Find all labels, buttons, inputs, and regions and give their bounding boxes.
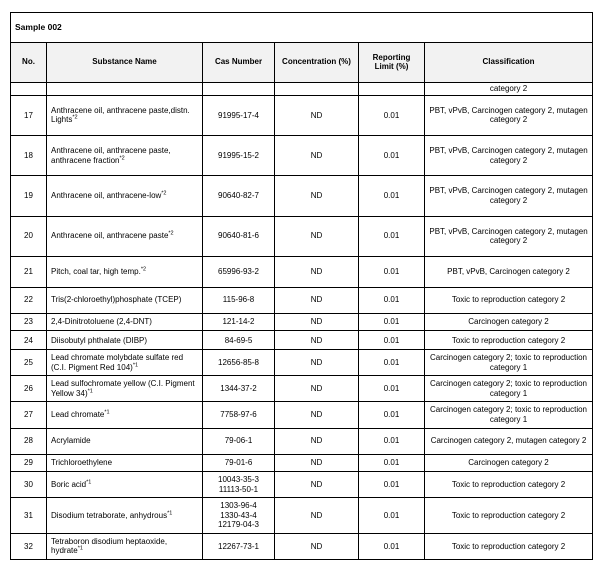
classification: Toxic to reproduction category 2 — [425, 331, 593, 350]
cas-number: 115-96-8 — [203, 287, 275, 313]
row-number: 22 — [11, 287, 47, 313]
footnote-mark: *1 — [86, 479, 92, 486]
col-header-reporting-limit: Reporting Limit (%) — [359, 42, 425, 82]
classification: Carcinogen category 2; toxic to reproduction category 1 — [425, 376, 593, 402]
substance-name-text: Lead chromate molybdate sulfate red (C.I. Pigment Red 104) — [51, 353, 184, 372]
substance-name — [47, 136, 203, 176]
reporting-limit: 0.01 — [359, 376, 425, 402]
sample-title-row — [11, 13, 593, 43]
reporting-limit: 0.01 — [359, 402, 425, 428]
table-row — [11, 176, 593, 216]
row-number: 25 — [11, 350, 47, 376]
substance-name — [47, 428, 203, 454]
classification: PBT, vPvB, Carcinogen category 2 — [425, 256, 593, 287]
cas-number: 84-69-5 — [203, 331, 275, 350]
substance-name — [47, 331, 203, 350]
reporting-limit: 0.01 — [359, 498, 425, 534]
table-row — [11, 350, 593, 376]
substance-name-text: Tris(2-chloroethyl)phosphate (TCEP) — [51, 295, 182, 305]
footnote-mark: *1 — [104, 409, 110, 416]
row-number: 31 — [11, 498, 47, 534]
cas-number: 12267-73-1 — [203, 533, 275, 559]
col-header-cas-number: Cas Number — [203, 42, 275, 82]
cas-number: 121-14-2 — [203, 313, 275, 331]
cas-number: 90640-82-7 — [203, 176, 275, 216]
concentration: ND — [275, 533, 359, 559]
table-row — [11, 454, 593, 472]
classification: PBT, vPvB, Carcinogen category 2, mutagen category 2 — [425, 216, 593, 256]
classification: Toxic to reproduction category 2 — [425, 287, 593, 313]
substance-name-text: Anthracene oil, anthracene paste,distn. Lights — [51, 105, 190, 125]
reporting-limit: 0.01 — [359, 176, 425, 216]
table-row — [11, 402, 593, 428]
concentration: ND — [275, 331, 359, 350]
table-row — [11, 428, 593, 454]
classification: Toxic to reproduction category 2 — [425, 472, 593, 498]
cas-number: 79-01-6 — [203, 454, 275, 472]
reporting-limit: 0.01 — [359, 454, 425, 472]
substance-name-text: Diisobutyl phthalate (DIBP) — [51, 335, 148, 345]
cas-number: 7758-97-6 — [203, 402, 275, 428]
row-number: 27 — [11, 402, 47, 428]
classification: PBT, vPvB, Carcinogen category 2, mutagen category 2 — [425, 136, 593, 176]
table-row — [11, 376, 593, 402]
reporting-limit: 0.01 — [359, 331, 425, 350]
substance-name — [47, 216, 203, 256]
substance-name — [47, 287, 203, 313]
table-row — [11, 136, 593, 176]
substance-name — [47, 350, 203, 376]
reporting-limit: 0.01 — [359, 136, 425, 176]
continuation-row — [11, 82, 593, 95]
table-row — [11, 498, 593, 534]
row-number: 26 — [11, 376, 47, 402]
footnote-mark: *1 — [167, 510, 173, 517]
substance-name — [47, 472, 203, 498]
classification: Toxic to reproduction category 2 — [425, 533, 593, 559]
concentration: ND — [275, 176, 359, 216]
cas-number: 91995-15-2 — [203, 136, 275, 176]
substance-name-text: Anthracene oil, anthracene paste, anthracene fraction — [51, 146, 171, 165]
row-number: 30 — [11, 472, 47, 498]
footnote-mark: *2 — [161, 190, 167, 197]
concentration: ND — [275, 256, 359, 287]
sample-title: Sample 002 — [11, 13, 593, 43]
row-number: 17 — [11, 95, 47, 135]
cas-number: 90640-81-6 — [203, 216, 275, 256]
substance-name-text: Disodium tetraborate, anhydrous — [51, 510, 168, 520]
col-header-classification: Classification — [425, 42, 593, 82]
substance-report-table — [10, 12, 593, 560]
row-number: 23 — [11, 313, 47, 331]
substance-name-text: Boric acid — [51, 480, 87, 490]
substance-name-text: Lead chromate — [51, 410, 105, 420]
substance-name-text: Pitch, coal tar, high temp. — [51, 266, 141, 276]
cas-number: 1344-37-2 — [203, 376, 275, 402]
substance-name-text: Anthracene oil, anthracene-low — [51, 191, 162, 201]
row-number: 21 — [11, 256, 47, 287]
footnote-mark: *1 — [87, 388, 93, 395]
substance-name-text: Trichloroethylene — [51, 458, 113, 468]
cas-number: 10043-35-3 11113-50-1 — [203, 472, 275, 498]
row-number: 32 — [11, 533, 47, 559]
classification: Carcinogen category 2 — [425, 313, 593, 331]
substance-name — [47, 95, 203, 135]
classification: Carcinogen category 2; toxic to reproduction category 1 — [425, 350, 593, 376]
reporting-limit: 0.01 — [359, 313, 425, 331]
substance-name-text: Lead sulfochromate yellow (C.I. Pigment Yellow 34) — [51, 379, 195, 398]
row-number: 20 — [11, 216, 47, 256]
classification: PBT, vPvB, Carcinogen category 2, mutagen category 2 — [425, 95, 593, 135]
substance-name — [47, 498, 203, 534]
cas-number: 65996-93-2 — [203, 256, 275, 287]
footnote-mark: *2 — [72, 114, 78, 121]
footnote-mark: *2 — [168, 230, 174, 237]
footnote-mark: *2 — [119, 155, 125, 162]
col-header-concentration: Concentration (%) — [275, 42, 359, 82]
row-number: 18 — [11, 136, 47, 176]
substance-name — [47, 176, 203, 216]
reporting-limit: 0.01 — [359, 428, 425, 454]
substance-name-text: Acrylamide — [51, 436, 91, 446]
footnote-mark: *1 — [77, 545, 83, 552]
reporting-limit: 0.01 — [359, 350, 425, 376]
row-number: 19 — [11, 176, 47, 216]
concentration: ND — [275, 313, 359, 331]
classification: Toxic to reproduction category 2 — [425, 498, 593, 534]
reporting-limit: 0.01 — [359, 287, 425, 313]
row-number: 24 — [11, 331, 47, 350]
table-row — [11, 256, 593, 287]
concentration: ND — [275, 136, 359, 176]
classification: PBT, vPvB, Carcinogen category 2, mutagen category 2 — [425, 176, 593, 216]
concentration: ND — [275, 402, 359, 428]
substance-name-text: Anthracene oil, anthracene paste — [51, 231, 169, 241]
cas-number: 12656-85-8 — [203, 350, 275, 376]
footnote-mark: *2 — [140, 266, 147, 273]
concentration: ND — [275, 350, 359, 376]
substance-name — [47, 313, 203, 331]
table-row — [11, 95, 593, 135]
reporting-limit: 0.01 — [359, 533, 425, 559]
concentration: ND — [275, 216, 359, 256]
reporting-limit: 0.01 — [359, 256, 425, 287]
row-number: 28 — [11, 428, 47, 454]
concentration: ND — [275, 428, 359, 454]
reporting-limit: 0.01 — [359, 472, 425, 498]
table-row — [11, 331, 593, 350]
substance-name-text: Tetraboron disodium heptaoxide, hydrate — [51, 536, 168, 556]
continuation-classification: category 2 — [425, 82, 593, 95]
reporting-limit: 0.01 — [359, 95, 425, 135]
table-row — [11, 313, 593, 331]
classification: Carcinogen category 2, mutagen category 2 — [425, 428, 593, 454]
substance-name — [47, 256, 203, 287]
substance-name — [47, 376, 203, 402]
table-row — [11, 216, 593, 256]
cas-number: 91995-17-4 — [203, 95, 275, 135]
footnote-mark: *1 — [132, 362, 139, 369]
substance-name-text: 2,4-Dinitrotoluene (2,4-DNT) — [51, 317, 152, 327]
substance-name — [47, 454, 203, 472]
col-header-no: No. — [11, 42, 47, 82]
cas-number: 79-06-1 — [203, 428, 275, 454]
concentration: ND — [275, 472, 359, 498]
table-row — [11, 287, 593, 313]
concentration: ND — [275, 498, 359, 534]
concentration: ND — [275, 287, 359, 313]
table-row — [11, 472, 593, 498]
table-row — [11, 533, 593, 559]
classification: Carcinogen category 2 — [425, 454, 593, 472]
row-number: 29 — [11, 454, 47, 472]
cas-number: 1303-96-4 1330-43-4 12179-04-3 — [203, 498, 275, 534]
classification: Carcinogen category 2; toxic to reproduction category 1 — [425, 402, 593, 428]
substance-name — [47, 533, 203, 559]
concentration: ND — [275, 454, 359, 472]
reporting-limit: 0.01 — [359, 216, 425, 256]
header-row — [11, 42, 593, 82]
substance-name — [47, 402, 203, 428]
concentration: ND — [275, 95, 359, 135]
concentration: ND — [275, 376, 359, 402]
col-header-substance-name: Substance Name — [47, 42, 203, 82]
